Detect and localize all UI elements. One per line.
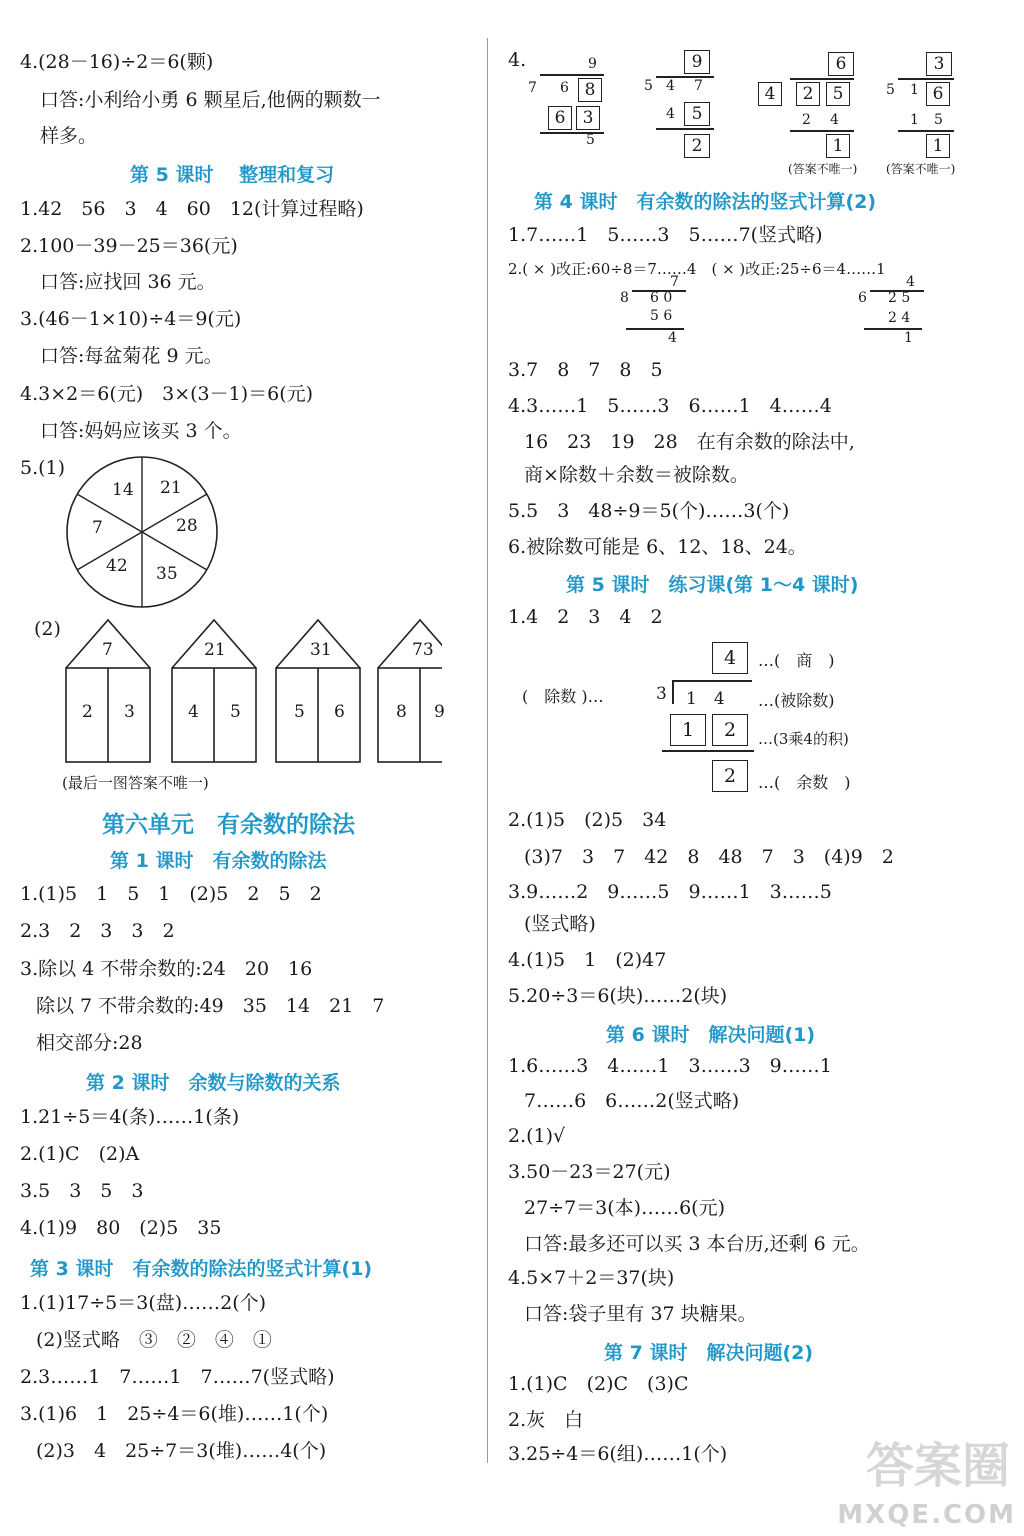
l3-q1: 1.(1)17÷5＝3(盘)……2(个) — [20, 1292, 267, 1314]
div1-rem: 5 — [586, 132, 595, 148]
div1-divisor: 7 — [528, 80, 537, 96]
div3-p2: 4 — [830, 112, 839, 128]
l2-q1: 1.21÷5＝4(条)……1(条) — [20, 1106, 240, 1128]
vd2-remainder: 1 — [904, 330, 913, 346]
l5-q5-part2: (2) — [34, 618, 61, 640]
vd1-dividend: 6 0 — [650, 290, 673, 306]
column-divider — [487, 38, 488, 1463]
r4-q3: 3.7 8 7 8 5 — [508, 359, 663, 381]
note-not-unique-1: (答案不唯一) — [788, 162, 858, 176]
r6-q1-b: 7……6 6……2(竖式略) — [524, 1090, 740, 1112]
r7-q3: 3.25÷4＝6(组)……1(个) — [508, 1443, 728, 1465]
wheel-7: 7 — [92, 518, 103, 538]
div1-quotient: 9 — [588, 56, 597, 72]
house1-right: 3 — [124, 702, 135, 722]
diag-divisor: 3 — [656, 684, 667, 704]
vd1-remainder: 4 — [668, 330, 677, 346]
house1-left: 2 — [82, 702, 93, 722]
div2-d2: 7 — [694, 78, 703, 94]
diag-product-label: …(3乘4的积) — [758, 730, 849, 748]
heading-lesson6: 第 6 课时 解决问题(1) — [606, 1024, 816, 1046]
r5-q3-b: (竖式略) — [524, 913, 596, 935]
l1-q3-b: 除以 7 不带余数的:49 35 14 21 7 — [36, 995, 385, 1017]
r4-q2: 2.( × )改正:60÷8＝7……4 ( × )改正:25÷6＝4……1 — [508, 260, 886, 278]
div2-rem-box: 2 — [684, 134, 710, 158]
r4-q4-c: 商×除数＋余数＝被除数。 — [524, 464, 749, 486]
note-not-unique-2: (答案不唯一) — [886, 162, 956, 176]
div3-rem-box: 1 — [826, 134, 850, 158]
r7-q2: 2.灰 白 — [508, 1409, 584, 1431]
vd2-divisor: 6 — [858, 290, 867, 306]
house4-roof: 73 — [412, 640, 434, 660]
l5-q1: 1.42 56 3 4 60 12(计算过程略) — [20, 198, 364, 220]
heading-lesson5: 第 5 课时 整理和复习 — [130, 164, 335, 186]
l2-q3: 3.5 3 5 3 — [20, 1180, 144, 1202]
r6-q3-answer: 口答:最多还可以买 3 本台历,还剩 6 元。 — [524, 1233, 870, 1255]
house3-right: 6 — [334, 702, 345, 722]
vd1-divisor: 8 — [620, 290, 629, 306]
r5-q1: 1.4 2 3 4 2 — [508, 606, 663, 628]
house2-right: 5 — [230, 702, 241, 722]
diag-product-box-2: 2 — [712, 714, 748, 746]
house4-left: 8 — [396, 702, 407, 722]
heading-lesson3: 第 3 课时 有余数的除法的竖式计算(1) — [30, 1258, 373, 1280]
q4-equation: 4.(28－16)÷2＝6(颗) — [20, 51, 214, 73]
l3-q2: 2.3……1 7……1 7……7(竖式略) — [20, 1366, 335, 1388]
div1-d1: 6 — [560, 80, 569, 96]
r4-q1: 1.7……1 5……3 5……7(竖式略) — [508, 224, 823, 246]
heading-lesson2: 第 2 课时 余数与除数的关系 — [86, 1072, 341, 1094]
r5-q3: 3.9……2 9……5 9……1 3……5 — [508, 881, 832, 903]
unit6-title: 第六单元 有余数的除法 — [102, 812, 355, 838]
div2-divisor: 5 — [644, 78, 653, 94]
r4-q4: 4.3……1 5……3 6……1 4……4 — [508, 395, 832, 417]
r-q4-label: 4. — [508, 49, 527, 71]
vd2-product: 2 4 — [888, 310, 911, 326]
diag-quotient-box: 4 — [712, 642, 748, 674]
l5-q4: 4.3×2＝6(元) 3×(3－1)＝6(元) — [20, 383, 314, 405]
r6-q1: 1.6……3 4……1 3……3 9……1 — [508, 1055, 832, 1077]
watermark-logo: 答案圈 — [865, 1438, 1010, 1494]
vd1-quotient: 7 — [670, 274, 679, 290]
div2-d1: 4 — [666, 78, 675, 94]
div3-p1: 2 — [802, 112, 811, 128]
r4-q4-b: 16 23 19 28 在有余数的除法中, — [524, 431, 855, 453]
l3-q3: 3.(1)6 1 25÷4＝6(堆)……1(个) — [20, 1403, 329, 1425]
number-wheel — [62, 452, 222, 612]
div3-d2-box: 5 — [826, 82, 850, 106]
diag-quotient-label: …( 商 ) — [758, 651, 835, 670]
wheel-21: 21 — [160, 478, 182, 498]
l5-q3-answer: 口答:每盆菊花 9 元。 — [40, 345, 223, 367]
l1-q3: 3.除以 4 不带余数的:24 20 16 — [20, 958, 313, 980]
div4-d2-box: 6 — [926, 82, 950, 106]
heading-lesson7: 第 7 课时 解决问题(2) — [604, 1342, 814, 1364]
r5-q5: 5.20÷3＝6(块)……2(块) — [508, 985, 728, 1007]
l5-q2-answer: 口答:应找回 36 元。 — [40, 271, 216, 293]
l3-q1-b: (2)竖式略 ③ ② ④ ① — [36, 1329, 272, 1351]
wheel-42: 42 — [106, 556, 128, 576]
house3-left: 5 — [294, 702, 305, 722]
div4-d1: 1 — [910, 82, 919, 98]
div2-p1: 4 — [666, 106, 675, 122]
l5-q2: 2.100－39－25＝36(元) — [20, 235, 238, 257]
r7-q1: 1.(1)C (2)C (3)C — [508, 1373, 689, 1395]
r5-q2: 2.(1)5 (2)5 34 — [508, 809, 667, 831]
l5-q5-label: 5.(1) — [20, 457, 66, 479]
wheel-14: 14 — [112, 480, 134, 500]
r5-q2-b: (3)7 3 7 42 8 48 7 3 (4)9 2 — [524, 846, 894, 868]
vd2-quotient: 4 — [906, 274, 915, 290]
house3-roof: 31 — [310, 640, 332, 660]
div3-d1-box: 2 — [796, 82, 820, 106]
r6-q3-b: 27÷7＝3(本)……6(元) — [524, 1197, 726, 1219]
l3-q3-b: (2)3 4 25÷7＝3(堆)……4(个) — [36, 1440, 327, 1462]
r6-q3: 3.50－23＝27(元) — [508, 1161, 671, 1183]
r5-q4: 4.(1)5 1 (2)47 — [508, 949, 667, 971]
diag-divisor-label: ( 除数 )… — [522, 687, 604, 706]
l5-q3: 3.(46－1×10)÷4＝9(元) — [20, 308, 242, 330]
diag-dividend-label: …(被除数) — [758, 691, 835, 710]
l2-q4: 4.(1)9 80 (2)5 35 — [20, 1217, 222, 1239]
vd1-product: 5 6 — [650, 308, 673, 324]
div4-p2: 5 — [934, 112, 943, 128]
heading-lesson5-practice: 第 5 课时 练习课(第 1～4 课时) — [566, 574, 859, 596]
r4-q5: 5.5 3 48÷9＝5(个)……3(个) — [508, 500, 790, 522]
heading-lesson4: 第 4 课时 有余数的除法的竖式计算(2) — [534, 191, 877, 213]
div4-p1: 1 — [910, 112, 919, 128]
div2-p2-box: 5 — [684, 102, 710, 126]
div4-rem-box: 1 — [926, 134, 950, 158]
r4-q6: 6.被除数可能是 6、12、18、24。 — [508, 536, 807, 558]
house2-roof: 21 — [204, 640, 226, 660]
diag-product-box-1: 1 — [670, 714, 706, 746]
heading-lesson1: 第 1 课时 有余数的除法 — [110, 850, 327, 872]
vd2-dividend: 2 5 — [888, 290, 911, 306]
div4-divisor: 5 — [886, 82, 895, 98]
number-houses — [62, 618, 442, 768]
l1-q3-c: 相交部分:28 — [36, 1032, 143, 1054]
q4-answer: 口答:小利给小勇 6 颗星后,他俩的颗数一 — [40, 89, 381, 111]
diag-remainder-label: …( 余数 ) — [758, 773, 851, 792]
l1-q2: 2.3 2 3 3 2 — [20, 920, 175, 942]
div1-p1-box: 6 — [548, 106, 572, 130]
div1-p2-box: 3 — [576, 106, 600, 130]
r6-q4-answer: 口答:袋子里有 37 块糖果。 — [524, 1303, 757, 1325]
watermark-url: MXQE.COM — [837, 1500, 1016, 1530]
div1-d2-box: 8 — [578, 78, 602, 102]
r6-q4: 4.5×7＋2＝37(块) — [508, 1267, 675, 1289]
l2-q2: 2.(1)C (2)A — [20, 1143, 140, 1165]
wheel-35: 35 — [156, 564, 178, 584]
l1-q1: 1.(1)5 1 5 1 (2)5 2 5 2 — [20, 883, 322, 905]
house4-right: 9 — [434, 702, 445, 722]
houses-note: (最后一图答案不唯一) — [62, 774, 209, 792]
r6-q2: 2.(1)√ — [508, 1125, 566, 1147]
div3-q-box: 6 — [828, 52, 854, 76]
house1-roof: 7 — [102, 640, 113, 660]
div2-q-box: 9 — [684, 50, 710, 74]
house2-left: 4 — [188, 702, 199, 722]
l5-q4-answer: 口答:妈妈应该买 3 个。 — [40, 420, 242, 442]
div4-q-box: 3 — [926, 52, 952, 76]
q4-answer-cont: 样多。 — [40, 125, 98, 147]
diag-remainder-box: 2 — [712, 760, 748, 792]
diag-dividend: 1 4 — [686, 689, 725, 709]
div3-divisor-box: 4 — [758, 82, 782, 106]
wheel-28: 28 — [176, 516, 198, 536]
